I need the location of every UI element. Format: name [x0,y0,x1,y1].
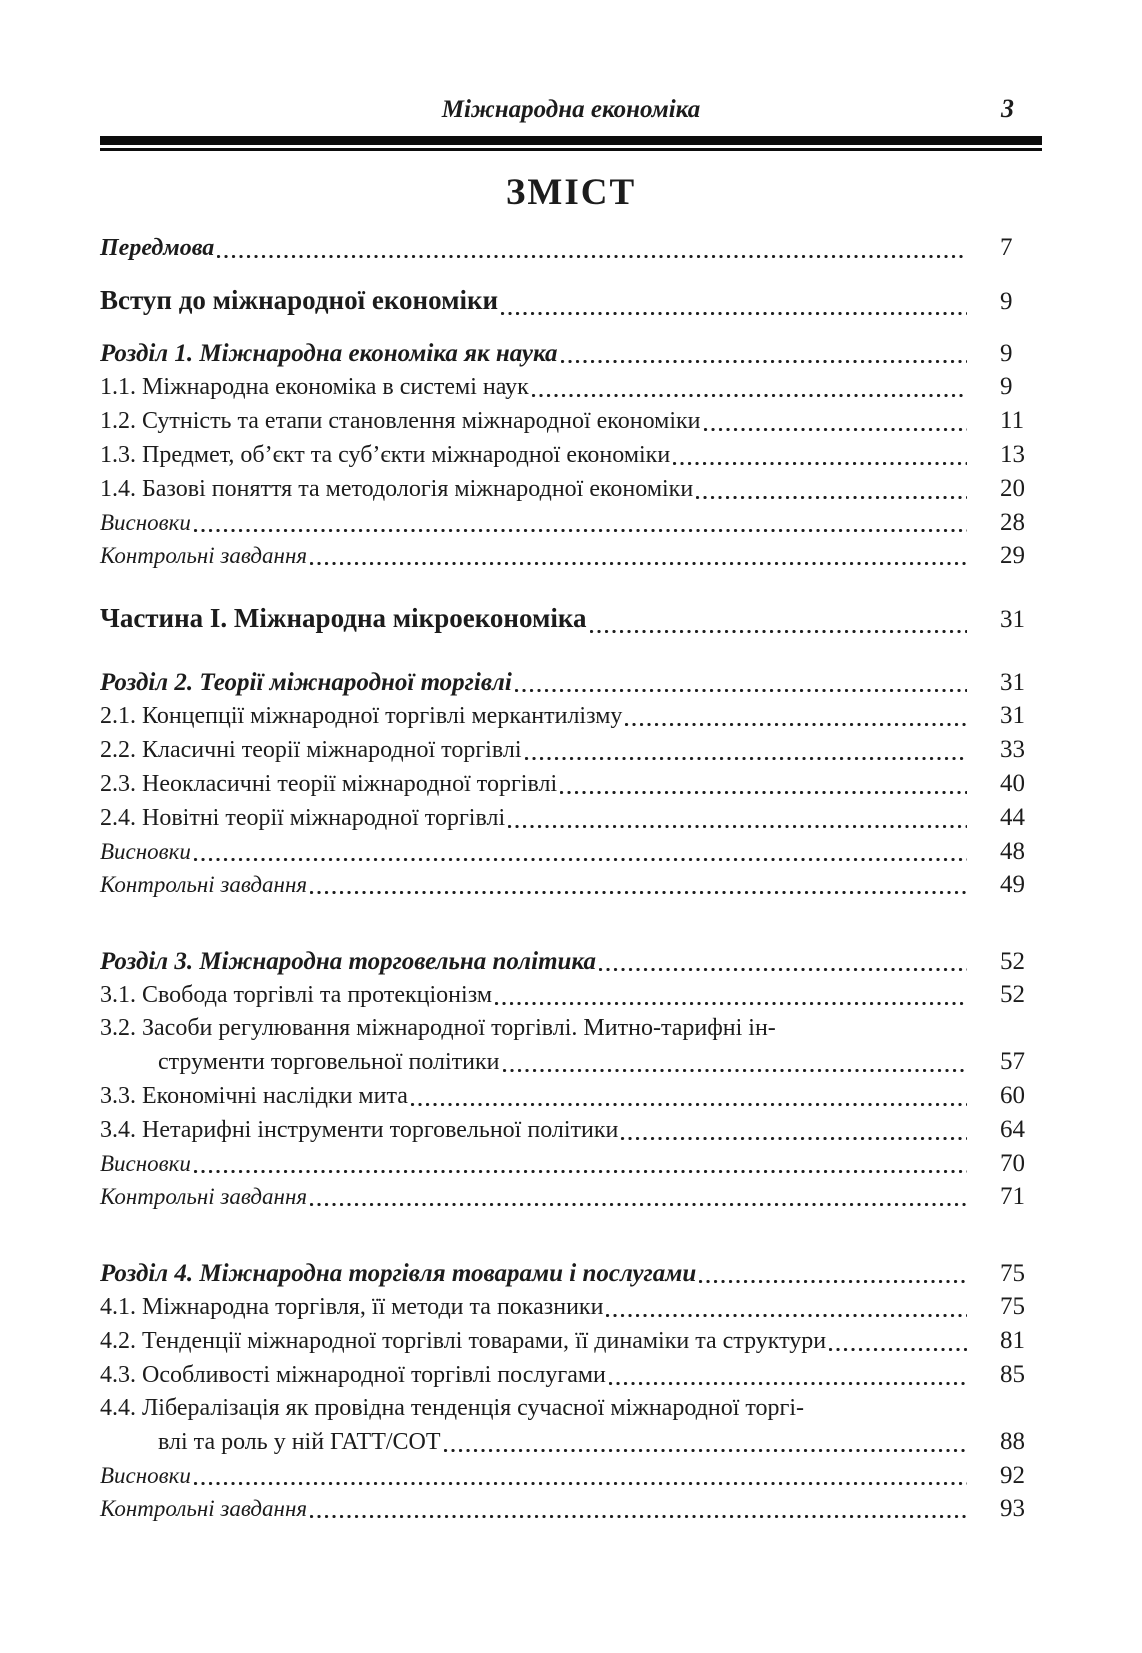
rule-thin-line [100,148,1042,151]
dot-leader [590,630,968,633]
dot-leader [194,529,967,532]
dot-leader [560,791,967,794]
toc-entry-page-number: 64 [1000,1116,1025,1143]
dot-leader [599,968,967,971]
toc-entry-text: Розділ 4. Міжнародна торгівля товарами і послугами [100,1260,697,1287]
toc-entry-page-number: 57 [1000,1048,1025,1075]
toc-entry-page-number: 52 [1000,981,1025,1008]
toc-entry-text: 2.4. Новітні теорії міжнародної торгівлі [100,805,506,831]
toc-entry-text: 1.3. Предмет, об’єкт та суб’єкти міжнародної економіки [100,442,671,468]
toc-entry-text: 4.2. Тенденції міжнародної торгівлі товарами, її динаміки та структури [100,1328,827,1354]
toc-entry [100,699,1042,733]
toc-entry [100,1180,1042,1213]
dot-leader [503,1069,967,1072]
toc-entry-text: Контрольні завдання [100,872,308,897]
toc-entry-text: Контрольні завдання [100,1496,308,1521]
toc-entry [100,1290,1042,1324]
toc-entry-text: 3.1. Свобода торгівлі та протекціонізм [100,982,493,1008]
dot-leader [444,1449,967,1452]
toc-entry [100,1257,1042,1290]
toc-entry-text: 1.4. Базові поняття та методологія міжнародної економіки [100,476,694,502]
toc-entry-page-number: 60 [1000,1082,1025,1109]
toc-entry-page-number: 75 [1000,1260,1025,1287]
toc-entry-page-number: 31 [1000,702,1025,729]
table-of-contents [100,231,1042,1525]
toc-entry [100,868,1042,901]
dot-leader [501,312,967,315]
running-title: Міжнародна економіка [441,96,701,123]
dot-leader [829,1348,967,1351]
toc-entry-text: 3.2. Засоби регулювання міжнародної торгівлі. Митно-тарифні ін- [100,1015,776,1041]
toc-entry-text: влі та роль у ній ГАТТ/СОТ [158,1429,441,1455]
toc-entry [100,978,1042,1012]
toc-entry-page-number: 31 [1000,606,1025,633]
dot-leader [621,1137,967,1140]
toc-entry-text: 3.3. Економічні наслідки мита [100,1083,408,1109]
toc-entry-text: Розділ 2. Теорії міжнародної торгівлі [100,669,512,696]
toc-entry-text: Розділ 1. Міжнародна економіка як наука [100,340,558,367]
toc-entry-page-number: 9 [1000,373,1013,400]
toc-entry [100,1492,1042,1525]
toc-entry-text: Висновки [100,510,191,535]
dot-leader [508,825,967,828]
page-content [100,92,1042,1525]
toc-entry [100,945,1042,978]
dot-leader [194,858,967,861]
dot-leader [310,562,967,565]
dot-leader [310,891,967,894]
toc-entry-text: Передмова [100,235,215,261]
toc-entry-text: Висновки [100,1151,191,1176]
dot-leader [673,462,967,465]
dot-leader [217,255,967,258]
toc-entry-text: 2.1. Концепції міжнародної торгівлі меркантилізму [100,703,623,729]
dot-leader [194,1482,967,1485]
toc-entry-page-number: 9 [1000,288,1013,315]
toc-entry [100,1045,1042,1079]
toc-entry-text: струменти торговельної політики [158,1049,500,1075]
toc-entry-text: 4.1. Міжнародна торгівля, її методи та показники [100,1294,604,1320]
toc-entry-text: 3.4. Нетарифні інструменти торговельної політики [100,1117,619,1143]
dot-leader [310,1515,967,1518]
dot-leader [561,360,967,363]
toc-entry [100,539,1042,572]
toc-entry [100,472,1042,506]
header-double-rule [100,136,1042,151]
toc-entry-line [100,1012,1042,1045]
toc-entry [100,1079,1042,1113]
dot-leader [525,757,968,760]
toc-entry-page-number: 49 [1000,871,1025,898]
toc-entry-page-number: 9 [1000,340,1013,367]
toc-entry-page-number: 71 [1000,1183,1025,1210]
toc-entry-text: 1.1. Міжнародна економіка в системі наук [100,374,529,400]
toc-entry [100,506,1042,539]
toc-entry-page-number: 20 [1000,475,1025,502]
toc-entry-text: 2.3. Неокласичні теорії міжнародної торгівлі [100,771,558,797]
toc-entry-text: Контрольні завдання [100,1184,308,1209]
toc-entry-text: 4.3. Особливості міжнародної торгівлі послугами [100,1362,606,1388]
toc-entry-text: 2.2. Класичні теорії міжнародної торгівлі [100,737,522,763]
toc-entry-text: 1.2. Сутність та етапи становлення міжнародної економіки [100,408,701,434]
toc-entry-page-number: 40 [1000,770,1025,797]
toc-entry [100,801,1042,835]
toc-entry-page-number: 13 [1000,441,1025,468]
toc-entry-text: Висновки [100,1463,191,1488]
toc-title: ЗМІСТ [505,172,637,213]
toc-entry [100,598,1042,640]
dot-leader [310,1203,967,1206]
toc-entry-page-number: 28 [1000,509,1025,536]
toc-entry-line [100,1392,1042,1425]
dot-leader [515,689,967,692]
toc-entry [100,835,1042,868]
toc-entry [100,404,1042,438]
toc-entry [100,1147,1042,1180]
dot-leader [411,1103,967,1106]
dot-leader [194,1170,967,1173]
toc-entry [100,1459,1042,1492]
toc-entry [100,767,1042,801]
toc-entry-page-number: 7 [1000,234,1013,261]
toc-entry-text: 4.4. Лібералізація як провідна тенденція сучасної міжнародної торгі- [100,1395,805,1421]
toc-entry-page-number: 75 [1000,1293,1025,1320]
toc-entry-page-number: 31 [1000,669,1025,696]
toc-entry-page-number: 33 [1000,736,1025,763]
toc-entry [100,280,1042,322]
toc-entry-page-number: 70 [1000,1150,1025,1177]
toc-entry-page-number: 85 [1000,1361,1025,1388]
dot-leader [704,428,968,431]
toc-entry-page-number: 92 [1000,1462,1025,1489]
toc-entry [100,1113,1042,1147]
toc-entry [100,438,1042,472]
toc-entry [100,1358,1042,1392]
dot-leader [699,1280,967,1283]
folio-page-number: 3 [1001,94,1014,123]
dot-leader [625,723,967,726]
dot-leader [495,1002,967,1005]
toc-entry-page-number: 29 [1000,542,1025,569]
toc-entry-page-number: 44 [1000,804,1025,831]
toc-entry [100,733,1042,767]
dot-leader [609,1382,967,1385]
toc-entry [100,1324,1042,1358]
dot-leader [532,394,967,397]
running-header [100,92,1042,132]
toc-entry [100,231,1042,265]
toc-entry-text: Висновки [100,839,191,864]
toc-entry-page-number: 81 [1000,1327,1025,1354]
toc-entry [100,666,1042,699]
toc-entry [100,370,1042,404]
toc-entry-text: Вступ до міжнародної економіки [100,285,499,315]
toc-entry-page-number: 52 [1000,948,1025,975]
toc-entry-page-number: 88 [1000,1428,1025,1455]
dot-leader [696,496,967,499]
toc-entry-page-number: 93 [1000,1495,1025,1522]
toc-entry-page-number: 48 [1000,838,1025,865]
toc-entry [100,1425,1042,1459]
toc-entry-text: Частина І. Міжнародна мікроекономіка [100,603,587,633]
rule-thick-line [100,136,1042,145]
toc-entry-page-number: 11 [1000,407,1025,434]
toc-entry-text: Розділ 3. Міжнародна торговельна політика [100,948,596,975]
toc-entry-text: Контрольні завдання [100,543,308,568]
toc-entry [100,337,1042,370]
dot-leader [606,1314,967,1317]
